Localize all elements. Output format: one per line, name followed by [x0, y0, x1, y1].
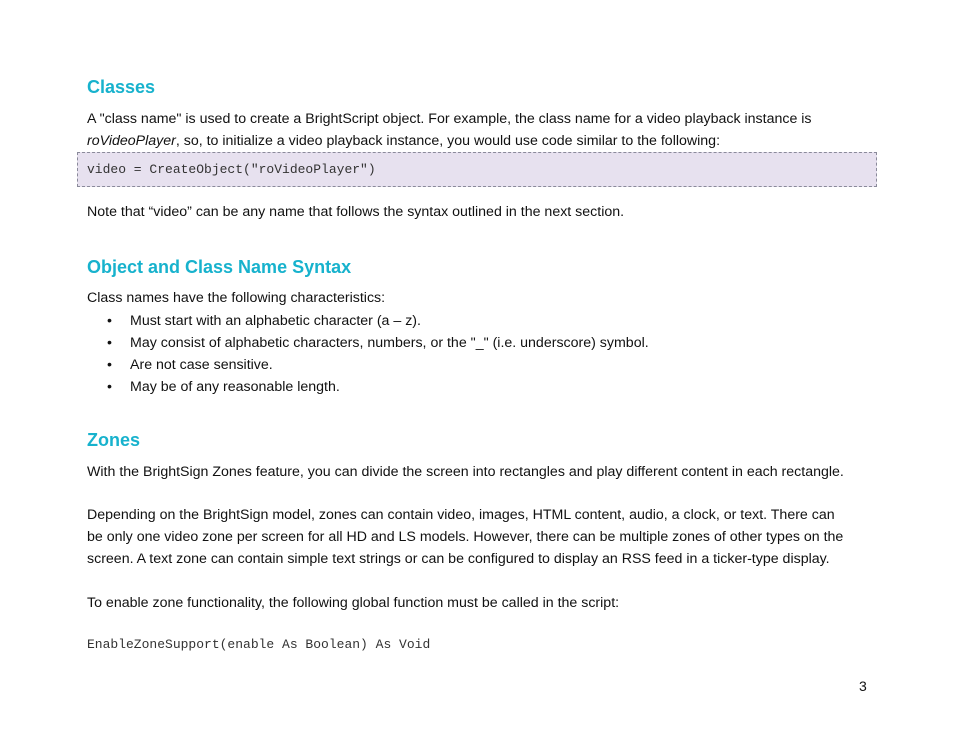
zones-para1: With the BrightSign Zones feature, you can divide the screen into rectangles and play different content in each rectangle.	[87, 464, 844, 480]
list-item	[87, 332, 649, 354]
zones-para2-line3: screen. A text zone can contain simple text strings or can be configured to display an RSS feed in a ticker-type display.	[87, 551, 830, 567]
syntax-bullet-list	[87, 310, 649, 398]
bullet-icon: •	[107, 313, 112, 329]
bullet-text: May be of any reasonable length.	[130, 379, 340, 395]
enable-zone-support-code: EnableZoneSupport(enable As Boolean) As Void	[87, 637, 431, 652]
list-item	[87, 376, 649, 398]
classes-intro-line2-rest: , so, to initialize a video playback instance, you would use code similar to the following:	[175, 133, 721, 149]
classes-note: Note that “video” can be any name that follows the syntax outlined in the next section.	[87, 204, 625, 220]
bullet-text: May consist of alphabetic characters, numbers, or the "_" (i.e. underscore) symbol.	[130, 335, 649, 351]
syntax-intro: Class names have the following characteristics:	[87, 290, 386, 306]
list-item	[87, 354, 649, 376]
list-item	[87, 310, 649, 332]
create-object-code: video = CreateObject("roVideoPlayer")	[87, 162, 376, 177]
code-block	[77, 152, 877, 187]
page-number: 3	[859, 678, 867, 694]
zones-para2-line1: Depending on the BrightSign model, zones can contain video, images, HTML content, audio, a clock, or text. There can	[87, 507, 835, 523]
zones-para2-line2: be only one video zone per screen for all HD and LS models. However, there can be multiple zones of other types on the	[87, 529, 844, 545]
bullet-text: Are not case sensitive.	[130, 357, 273, 373]
classes-intro-line1: A "class name" is used to create a BrightScript object. For example, the class name for a video playback instance is	[87, 111, 812, 127]
class-name-emphasis: roVideoPlayer	[87, 133, 176, 149]
classes-intro-line2	[87, 130, 720, 152]
bullet-text: Must start with an alphabetic character (a – z).	[130, 313, 421, 329]
bullet-icon: •	[107, 335, 112, 351]
syntax-heading: Object and Class Name Syntax	[87, 257, 352, 277]
bullet-icon: •	[107, 379, 112, 395]
zones-para3: To enable zone functionality, the following global function must be called in the script:	[87, 595, 620, 611]
bullet-icon: •	[107, 357, 112, 373]
classes-heading: Classes	[87, 77, 156, 97]
zones-heading: Zones	[87, 430, 141, 450]
